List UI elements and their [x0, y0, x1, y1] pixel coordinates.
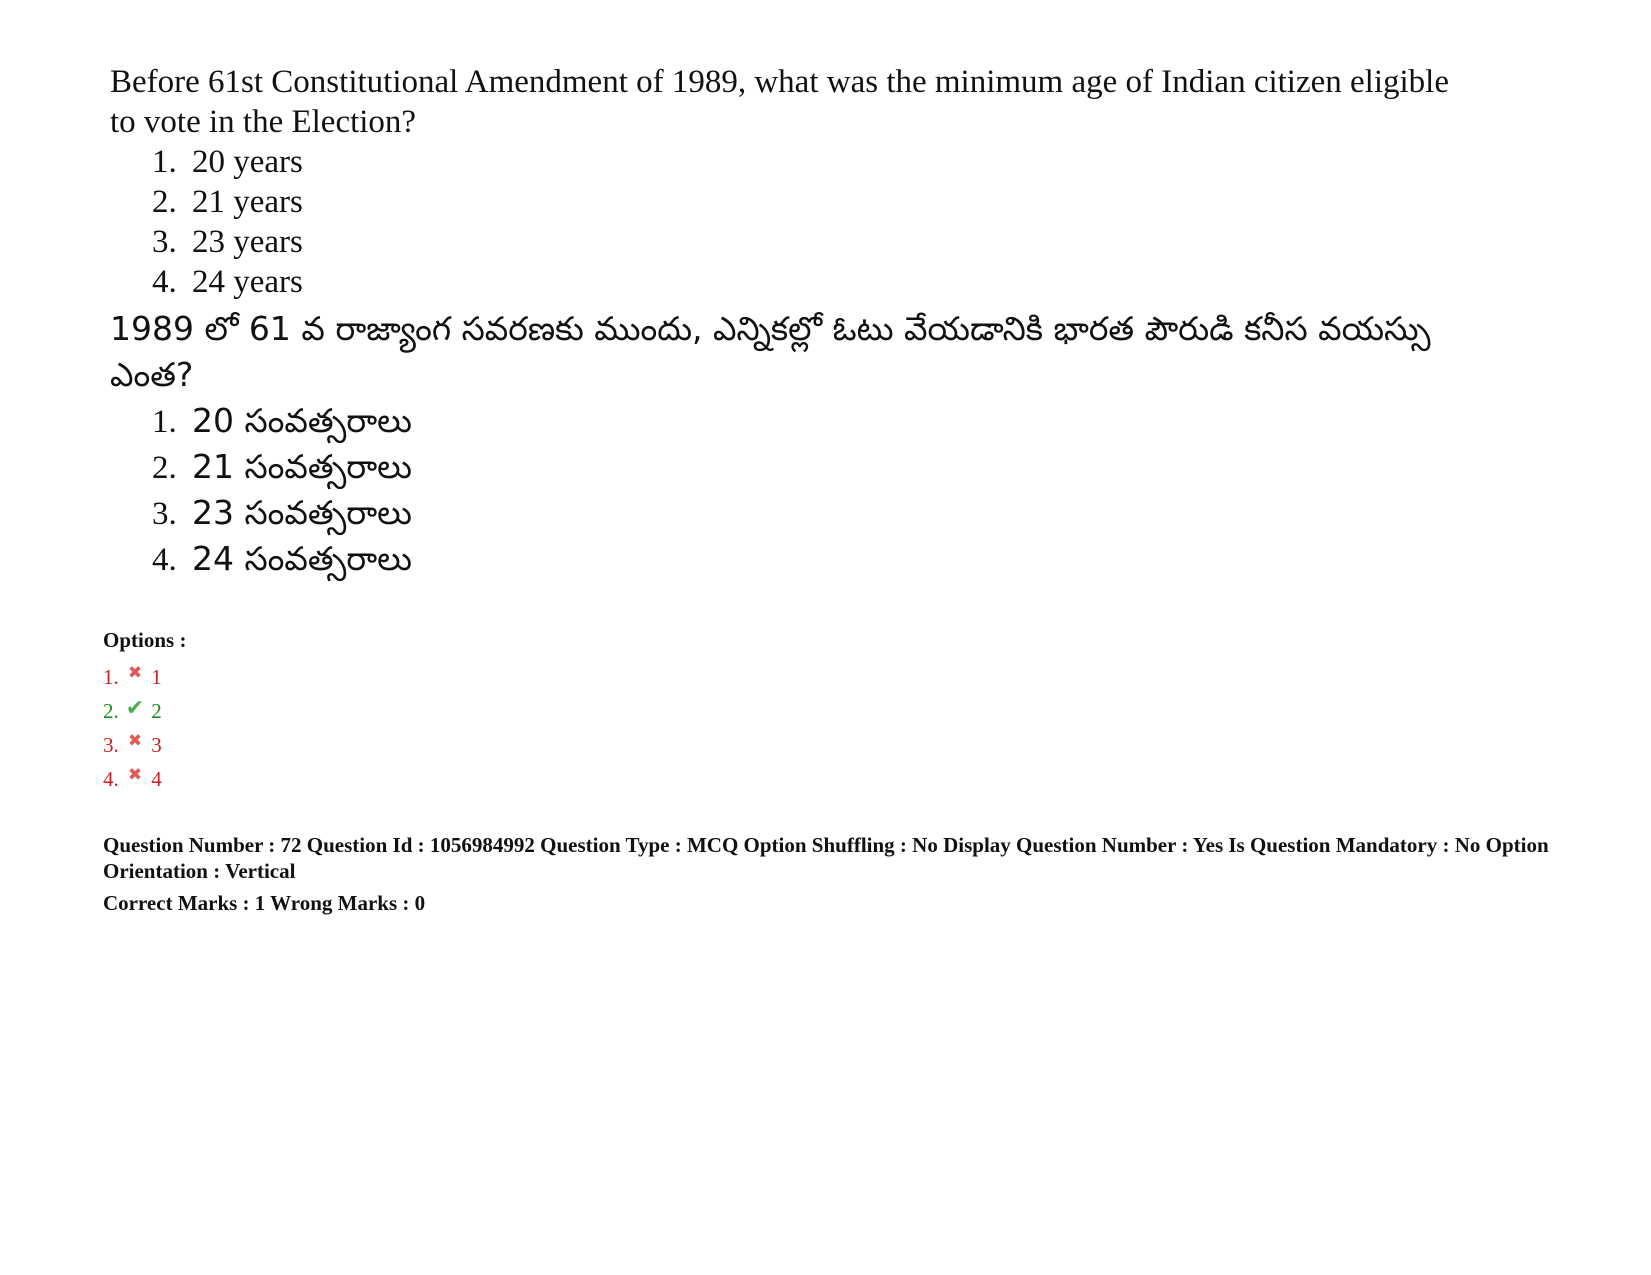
options-heading: Options :	[103, 628, 187, 652]
options-list	[103, 660, 162, 796]
choice-number: 1.	[152, 144, 177, 180]
choice-list-telugu	[110, 398, 1450, 582]
option-number: 2.	[103, 699, 119, 723]
cross-icon: ✖	[127, 731, 143, 751]
option-number: 1.	[103, 665, 119, 689]
option-number: 4.	[103, 767, 119, 791]
choice-number: 2.	[152, 184, 177, 220]
option-value: 3	[151, 733, 162, 757]
option-value: 4	[151, 767, 162, 791]
option-item	[103, 762, 162, 796]
choice-label: 24 సంవత్సరాలు	[192, 539, 412, 578]
option-item	[103, 728, 162, 762]
question-metadata	[103, 832, 1583, 916]
choice-item	[152, 262, 1450, 302]
question-block	[110, 62, 1450, 582]
choice-label: 21 సంవత్సరాలు	[192, 447, 412, 486]
check-icon: ✔	[125, 696, 145, 721]
choice-number: 3.	[152, 224, 177, 260]
choice-label: 20 years	[192, 144, 303, 180]
choice-label: 20 సంవత్సరాలు	[192, 401, 412, 440]
cross-icon: ✖	[127, 663, 143, 683]
option-value: 1	[151, 665, 162, 689]
choice-list-english	[110, 142, 1450, 302]
choice-label: 21 years	[192, 184, 303, 220]
choice-item	[152, 536, 1450, 582]
cross-icon: ✖	[127, 765, 143, 785]
choice-item	[152, 142, 1450, 182]
question-text-english: Before 61st Constitutional Amendment of 1989, what was the minimum age of Indian citizen eligible to vote in the Election?	[110, 64, 1449, 140]
option-item	[103, 660, 162, 694]
choice-item	[152, 490, 1450, 536]
choice-item	[152, 444, 1450, 490]
choice-number: 4.	[152, 264, 177, 300]
choice-label: 24 years	[192, 264, 303, 300]
choice-number: 4.	[152, 542, 177, 578]
choice-number: 2.	[152, 450, 177, 486]
question-text-telugu: 1989 లో 61 వ రాజ్యాంగ సవరణకు ముందు, ఎన్నికల్లో ఓటు వేయడానికి భారత పౌరుడి కనీస వయస్సు ఎంత?	[110, 309, 1431, 394]
option-value: 2	[151, 699, 162, 723]
question-info: Question Number : 72 Question Id : 1056984992 Question Type : MCQ Option Shuffling : No Display Question Number : Yes Is Question Mandatory : No Option Orientation : Vertical	[103, 833, 1549, 883]
choice-number: 1.	[152, 404, 177, 440]
choice-item	[152, 182, 1450, 222]
choice-number: 3.	[152, 496, 177, 532]
option-item	[103, 694, 162, 728]
choice-item	[152, 398, 1450, 444]
choice-label: 23 years	[192, 224, 303, 260]
choice-label: 23 సంవత్సరాలు	[192, 493, 412, 532]
marks-info: Correct Marks : 1 Wrong Marks : 0	[103, 891, 426, 915]
choice-item	[152, 222, 1450, 262]
option-number: 3.	[103, 733, 119, 757]
